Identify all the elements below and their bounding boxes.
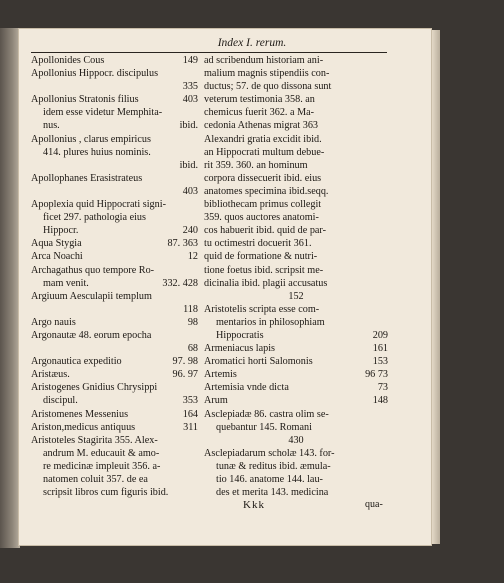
entry-page-number: 209 [372, 329, 388, 341]
entry-text: tio 146. anatome 144. lau- [216, 474, 323, 485]
index-entry-line [204, 290, 388, 303]
entry-text: idem esse videtur Memphita- [43, 107, 163, 119]
entry-text: Asclepiadæ 86. castra olim se- [204, 408, 329, 420]
index-entry-line [31, 355, 198, 368]
index-entry-line [31, 329, 198, 342]
entry-text: Arum [204, 395, 228, 407]
entry-text: bibliothecam primus collegit [204, 199, 322, 211]
entry-text: 359. quos auctores anatomi- [204, 212, 319, 224]
index-entry-line [31, 368, 198, 381]
index-entry-line [204, 211, 388, 224]
index-entry-line [204, 146, 388, 159]
entry-page-number: 12 [187, 251, 198, 263]
index-entry-line [204, 486, 388, 499]
entry-text: scripsit libros cum figuris ibid. [43, 487, 169, 499]
index-entry-line [31, 159, 198, 172]
entry-text: Alexandri gratia excidit ibid. [204, 133, 322, 145]
entry-text: corpora dissecuerit ibid. eius [204, 172, 322, 184]
index-entry-line [31, 211, 198, 224]
running-header: Index I. rerum. [217, 37, 287, 49]
entry-page-number: 148 [372, 395, 388, 407]
entry-text: tione foetus ibid. scripsit me- [204, 264, 324, 276]
entry-text: cos habuerit ibid. quid de par- [204, 225, 327, 237]
entry-text: ad scribendum historiam ani- [204, 55, 324, 66]
entry-text: Hippocratis [216, 329, 264, 341]
index-entry-line [204, 303, 388, 316]
entry-page-number: 332. 428 [162, 277, 198, 289]
entry-page-number: 240 [182, 225, 198, 237]
entry-text: Aqua Stygia [31, 238, 82, 250]
index-entry-line [204, 159, 388, 172]
entry-page-number: 118 [183, 303, 198, 315]
index-entry-line [31, 316, 198, 329]
index-entry-line [31, 106, 198, 119]
index-entry-line [31, 250, 198, 263]
index-entry-line [204, 342, 388, 355]
entry-page-number: 87. 363 [167, 238, 198, 250]
entry-page-number: 98 [187, 316, 198, 328]
index-entry-line [31, 119, 198, 132]
entry-text: Argonautæ 48. eorum epocha [31, 329, 152, 341]
index-entry-line [31, 460, 198, 473]
index-entry-line [31, 185, 198, 198]
index-entry-line [204, 473, 388, 486]
entry-text: Hippocr. [43, 225, 79, 237]
entry-text: Ariston,medicus antiquus [31, 421, 136, 433]
entry-text: mam venit. [43, 277, 89, 289]
entry-text: cedonia Athenas migrat 363 [204, 120, 319, 132]
index-entry-line [31, 224, 198, 237]
entry-text: Aristoteles Stagirita 355. Alex- [31, 434, 158, 446]
entry-text: Apollophanes Erasistrateus [31, 172, 143, 184]
index-entry-line [31, 277, 198, 290]
index-entry-line [31, 381, 198, 394]
entry-text: veterum testimonia 358. an [204, 94, 315, 106]
index-entry-line [204, 434, 388, 447]
entry-text: an Hippocrati multum debue- [204, 146, 325, 158]
entry-text: Apollonides Cous [31, 55, 105, 66]
index-entry-line [204, 381, 388, 394]
index-entry-line [204, 355, 388, 368]
index-entry-line [31, 93, 198, 106]
entry-page-number: 153 [372, 356, 388, 368]
entry-text: Argonautica expeditio [31, 356, 122, 368]
index-entry-line [204, 447, 388, 460]
entry-page-number: 430 [288, 434, 304, 446]
index-entry-line [204, 80, 388, 93]
index-column-left [31, 54, 198, 499]
catchword: qua- [365, 499, 383, 510]
entry-page-number: 68 [187, 343, 198, 355]
index-entry-line [31, 146, 198, 159]
entry-page-number: 96 73 [365, 369, 388, 381]
entry-text: anatomes specimina ibid.seqq. [204, 185, 329, 197]
entry-text: discipul. [43, 395, 78, 407]
entry-text: Argo nauis [31, 316, 76, 328]
entry-text: ficet 297. pathologia eius [43, 212, 146, 224]
index-entry-line [31, 447, 198, 460]
entry-page-number: 164 [182, 408, 198, 420]
entry-page-number: 353 [182, 395, 198, 407]
entry-text: Apollonius Hippocr. discipulus [31, 68, 159, 80]
index-entry-line [204, 106, 388, 119]
entry-text: quid de formatione & nutri- [204, 251, 318, 263]
index-entry-line [204, 394, 388, 407]
entry-page-number: ibid. [179, 120, 198, 132]
entry-text: Arca Noachi [31, 251, 83, 263]
entry-page-number: 97. 98 [172, 356, 198, 368]
entry-text: des et merita 143. medicina [216, 487, 329, 499]
entry-text: nus. [43, 120, 60, 132]
entry-text: Artemis [204, 369, 237, 381]
index-entry-line [31, 434, 198, 447]
entry-text: malium magnis stipendiis con- [204, 68, 330, 80]
entry-page-number: 161 [372, 343, 388, 355]
signature-mark: Kkk [243, 499, 265, 511]
index-entry-line [31, 408, 198, 421]
index-entry-line [31, 54, 198, 67]
entry-text: Aristæus. [31, 369, 70, 381]
index-entry-line [204, 93, 388, 106]
index-entry-line [204, 224, 388, 237]
index-entry-line [31, 290, 198, 303]
entry-text: Asclepiadarum scholæ 143. for- [204, 447, 335, 459]
entry-page-number: 403 [182, 94, 198, 106]
entry-text: andrum M. educauit & amo- [43, 447, 160, 459]
entry-text: quebantur 145. Romani [216, 421, 312, 433]
index-entry-line [31, 421, 198, 434]
entry-text: Aromatici horti Salomonis [204, 356, 313, 368]
entry-page-number: 73 [377, 382, 388, 394]
index-entry-line [31, 67, 198, 80]
entry-text: 414. plures huius nominis. [43, 146, 151, 158]
index-entry-line [204, 250, 388, 263]
index-entry-line [204, 408, 388, 421]
index-entry-line [204, 277, 388, 290]
index-entry-line [204, 172, 388, 185]
index-entry-line [31, 198, 198, 211]
entry-text: re medicinæ impleuit 356. a- [43, 460, 161, 472]
entry-page-number: 149 [182, 55, 198, 66]
index-entry-line [204, 329, 388, 342]
index-entry-line [204, 185, 388, 198]
index-entry-line [204, 421, 388, 434]
index-column-right [204, 54, 388, 499]
index-entry-line [204, 237, 388, 250]
index-entry-line [31, 80, 198, 93]
entry-text: Armeniacus lapis [204, 343, 276, 355]
entry-text: Archagathus quo tempore Ro- [31, 264, 155, 276]
entry-text: Apollonius , clarus empiricus [31, 133, 151, 145]
index-entry-line [204, 67, 388, 80]
entry-page-number: 96. 97 [172, 369, 198, 381]
index-entry-line [31, 303, 198, 316]
entry-text: tunæ & reditus ibid. æmula- [216, 460, 331, 472]
entry-text: Aristotelis scripta esse com- [204, 303, 320, 315]
entry-text: Aristogenes Gnidius Chrysippi [31, 382, 158, 394]
entry-text: dicinalia ibid. plagii accusatus [204, 277, 328, 289]
index-entry-line [204, 264, 388, 277]
index-entry-line [204, 133, 388, 146]
entry-text: mentarios in philosophiam [216, 316, 325, 328]
index-entry-line [204, 198, 388, 211]
index-entry-line [204, 119, 388, 132]
header-rule [31, 52, 387, 53]
index-entry-line [204, 316, 388, 329]
entry-text: Argiuum Aesculapii templum [31, 290, 152, 302]
entry-page-number: ibid. [179, 159, 198, 171]
index-entry-line [31, 342, 198, 355]
index-entry-line [31, 473, 198, 486]
index-entry-line [204, 368, 388, 381]
entry-page-number: 152 [288, 290, 304, 302]
index-entry-line [31, 172, 198, 185]
index-entry-line [204, 54, 388, 67]
index-entry-line [31, 264, 198, 277]
entry-page-number: 335 [182, 81, 198, 93]
entry-page-number: 311 [183, 421, 198, 433]
index-entry-line [31, 133, 198, 146]
entry-text: Artemisia vnde dicta [204, 382, 289, 394]
entry-text: ductus; 57. de quo dissona sunt [204, 81, 332, 93]
index-entry-line [31, 486, 198, 499]
entry-text: Apoplexia quid Hippocrati signi- [31, 199, 166, 211]
book-spine-edge [0, 28, 20, 548]
entry-text: Aristomenes Messenius [31, 408, 129, 420]
entry-text: chemicus fuerit 362. a Ma- [204, 107, 315, 119]
index-entry-line [204, 460, 388, 473]
entry-text: natomen coluit 357. de ea [43, 474, 148, 485]
entry-text: rit 359. 360. an hominum [204, 159, 308, 171]
entry-text: tu octimestri docuerit 361. [204, 238, 312, 250]
entry-text: Apollonius Stratonis filius [31, 94, 139, 106]
index-entry-line [31, 394, 198, 407]
entry-page-number: 403 [182, 185, 198, 197]
index-entry-line [31, 237, 198, 250]
page-edge [432, 30, 440, 544]
